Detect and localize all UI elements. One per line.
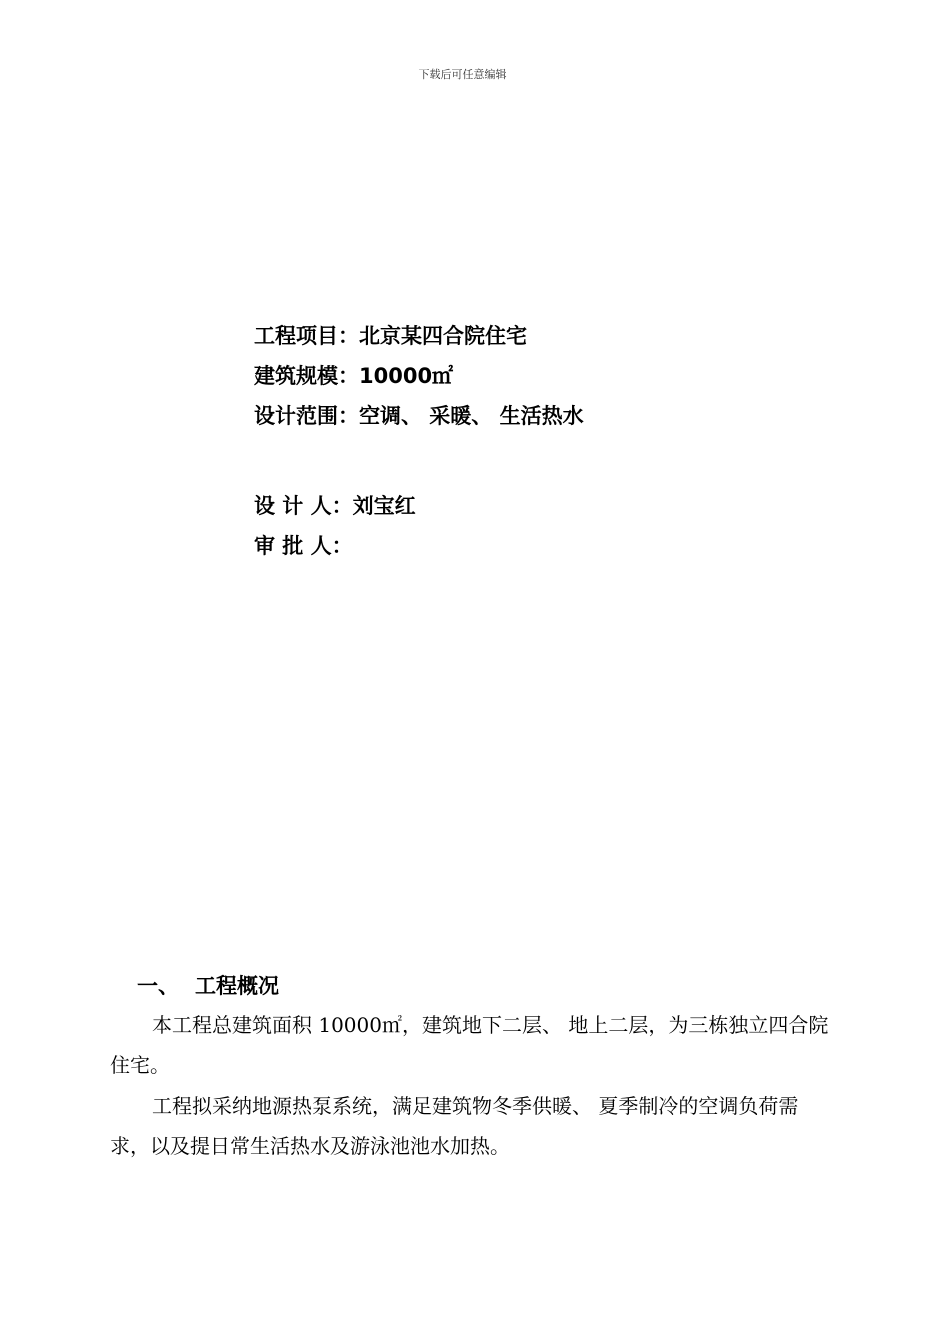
section-number: 一、 [137,974,179,998]
scope-line [254,402,584,442]
designer-label: 设 计 人： [254,494,353,518]
cover-spacer [254,442,584,492]
section-heading [137,970,279,1000]
approver-line [254,532,584,572]
scale-line [254,362,584,402]
scale-value: 10000㎡ [359,364,454,388]
paragraph-overview: 本工程总建筑面积 10000㎡，建筑地下二层、 地上二层，为三栋独立四合院住宅。 [110,1013,829,1077]
cover-info-block [254,322,584,572]
designer-value: 刘宝红 [352,494,416,518]
scale-label: 建筑规模： [254,364,359,388]
paragraph-system: 工程拟采纳地源热泵系统，满足建筑物冬季供暖、 夏季制冷的空调负荷需求，以及提日常生活热水及游泳池池水加热。 [110,1094,799,1158]
project-label: 工程项目： [254,324,359,348]
header-note: 下载后可任意编辑 [418,68,507,81]
scope-value: 空调、 采暖、 生活热水 [359,404,584,428]
project-line [254,322,584,362]
section-title: 工程概况 [195,974,279,998]
project-value: 北京某四合院住宅 [359,324,527,348]
approver-label: 审 批 人： [254,534,353,558]
scope-label: 设计范围： [254,404,359,428]
designer-line [254,492,584,532]
